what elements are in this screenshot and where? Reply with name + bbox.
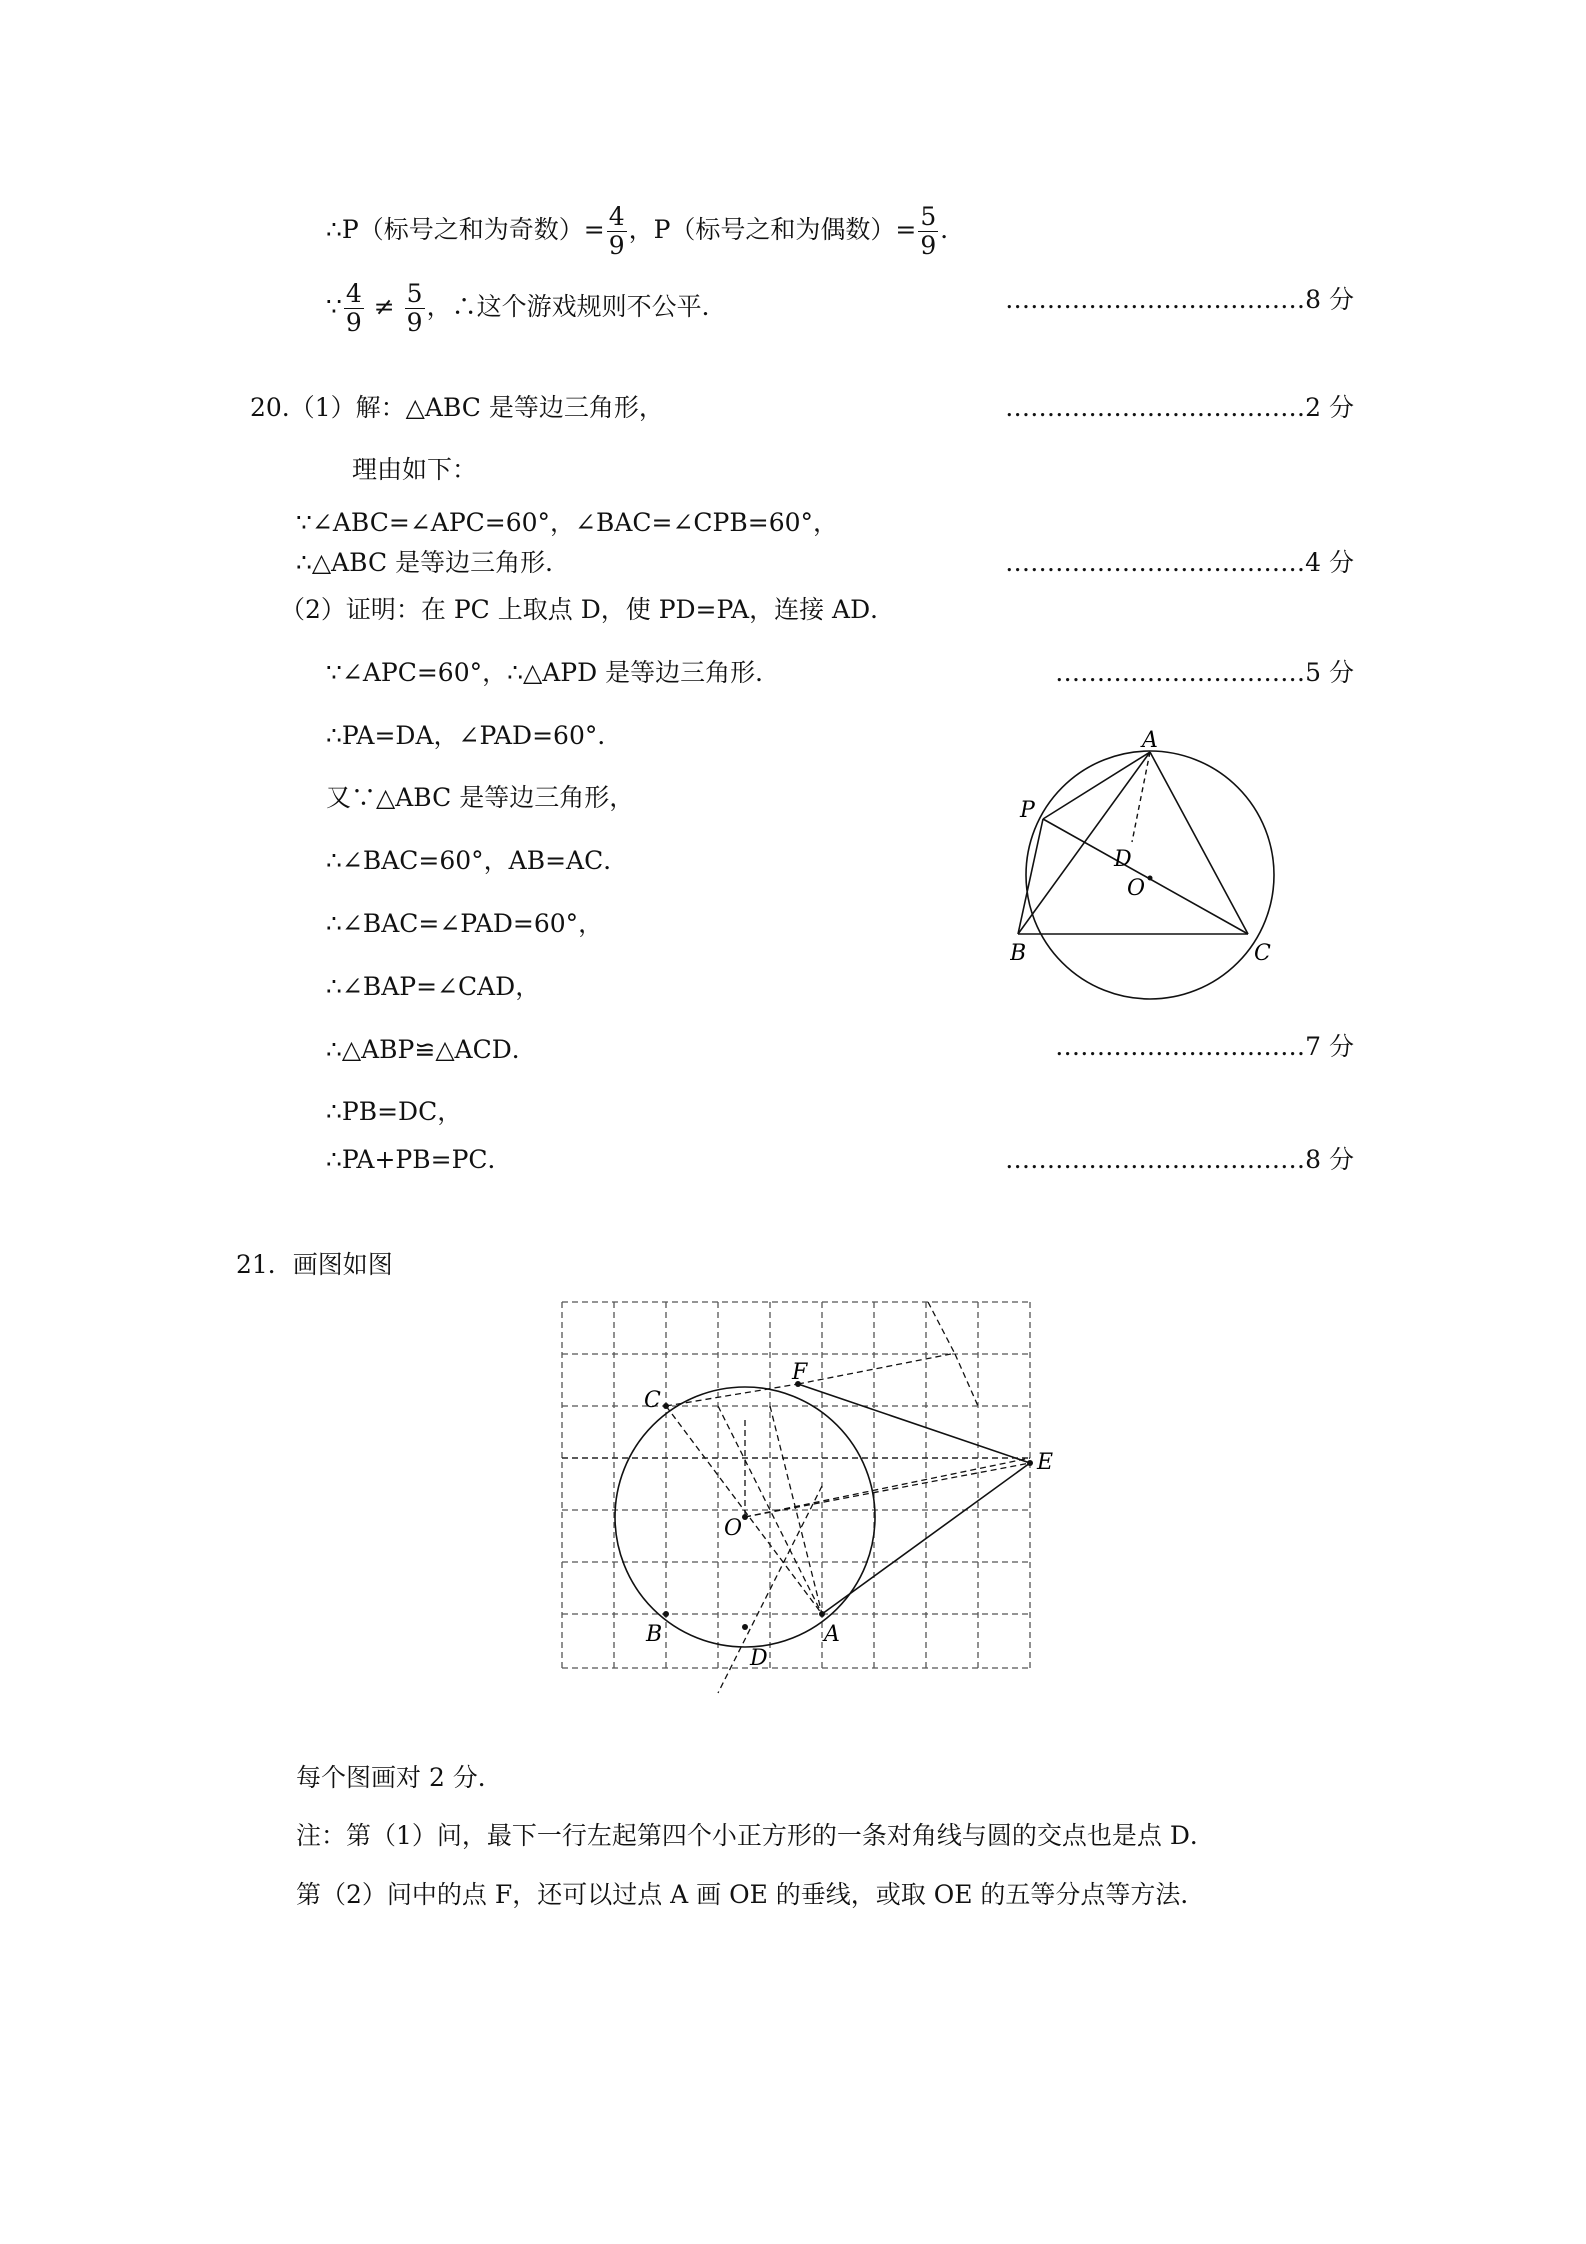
tangent-EF [798,1384,1030,1463]
q21-title: 21．画图如图 [236,1250,393,1279]
q20-since: ∵∠ABC=∠APC=60°，∠BAC=∠CPB=60°， [296,508,839,537]
label-F: F [792,1360,808,1385]
segment-PA [1043,752,1150,819]
q20-part2: （2）证明：在 PC 上取点 D，使 PD=PA，连接 AD． [280,595,896,624]
step-4: ∴∠BAC=60°，AB=AC． [326,846,629,875]
label-C: C [1254,941,1271,966]
label-B: B [1010,941,1027,966]
because-symbol: ∵ [326,292,342,321]
label-A: A [1142,728,1158,753]
step-3: 又∵△ABC 是等边三角形， [326,783,635,812]
fraction [607,203,627,260]
fairness-line [326,280,727,337]
score-8: ………………………………8 分 [1005,285,1354,314]
q20-reason: 理由如下： [352,455,478,484]
numerator: 4 [608,202,625,231]
step-8: ∴PB=DC， [326,1097,463,1126]
prob-text-3: ． [940,215,966,244]
prob-text-1: ∴P（标号之和为奇数）= [326,215,605,244]
q20-therefore: ∴△ABC 是等边三角形． [296,548,571,577]
step-2: ∴PA=DA，∠PAD=60°． [326,721,623,750]
label-P: P [1020,798,1035,823]
label-B: B [646,1622,663,1647]
note-score: 每个图画对 2 分． [296,1763,503,1792]
step-6: ∴∠BAP=∠CAD， [326,972,541,1001]
note-part2: 第（2）问中的点 F，还可以过点 A 画 OE 的垂线，或取 OE 的五等分点等方法． [296,1880,1206,1909]
label-D: D [750,1646,768,1671]
note-part1: 注：第（1）问，最下一行左起第四个小正方形的一条对角线与圆的交点也是点 D． [296,1821,1215,1850]
label-E: E [1037,1450,1054,1475]
denominator: 9 [608,231,625,260]
label-O: O [724,1516,743,1541]
score-2: ………………………………2 分 [1005,393,1354,422]
prob-line [326,203,965,260]
score-5: …………………………5 分 [1055,658,1354,687]
prob-text-2: ，P（标号之和为偶数）= [628,215,917,244]
denominator: 9 [920,231,937,260]
fraction [918,203,938,260]
label-C: C [644,1388,661,1413]
step-7: ∴△ABP≌△ACD． [326,1035,537,1064]
grid [562,1302,1030,1668]
label-D: D [1114,847,1132,872]
score-4: ………………………………4 分 [1005,548,1354,577]
numerator: 5 [920,202,937,231]
step-1: ∵∠APC=60°，∴△APD 是等边三角形． [326,658,781,687]
label-A: A [824,1622,840,1647]
conclusion-text: ，∴这个游戏规则不公平． [426,292,727,321]
fraction [405,280,425,337]
circle-triangle-figure [1010,720,1290,1010]
not-equal-symbol: ≠ [373,292,395,321]
score-8b: ………………………………8 分 [1005,1145,1354,1174]
numerator: 4 [345,279,362,308]
fraction [344,280,364,337]
score-7: …………………………7 分 [1055,1032,1354,1061]
label-O: O [1127,876,1146,901]
denominator: 9 [406,308,423,337]
q20-part1: 20.（1）解：△ABC 是等边三角形， [250,393,664,422]
denominator: 9 [345,308,362,337]
center-point [1148,876,1153,881]
step-9: ∴PA+PB=PC． [326,1145,513,1174]
circumcircle [1026,751,1274,999]
step-5: ∴∠BAC=∠PAD=60°， [326,909,604,938]
grid-construction-figure [540,1295,1100,1695]
numerator: 5 [406,279,423,308]
